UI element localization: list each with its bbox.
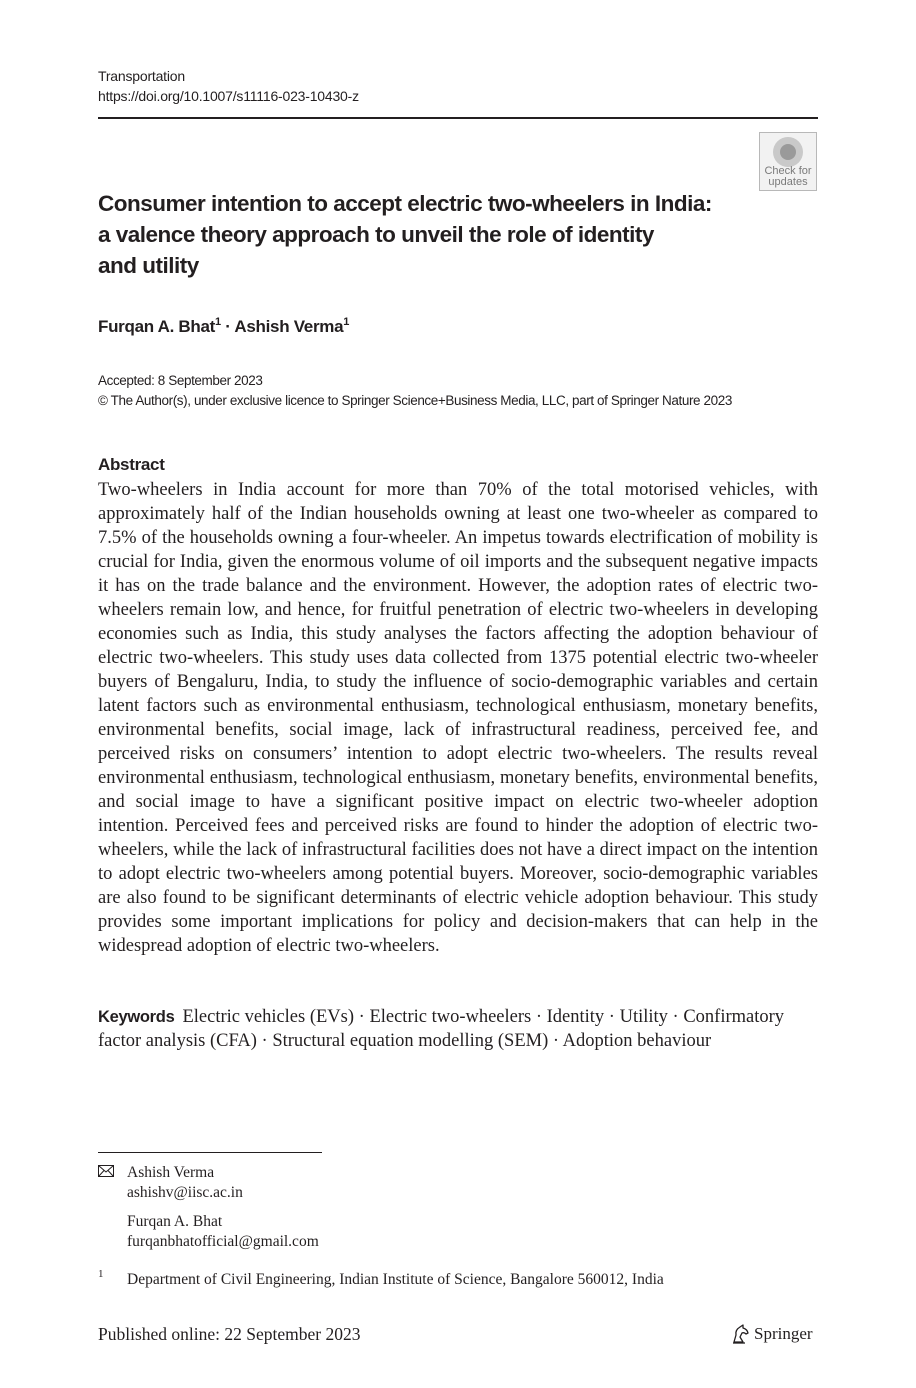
keywords-block: [98, 1005, 798, 1053]
author-name[interactable]: Furqan A. Bhat: [98, 317, 215, 336]
author-affiliation-mark: 1: [215, 316, 221, 328]
published-date: Published online: 22 September 2023: [98, 1324, 361, 1344]
journal-name: Transportation: [98, 68, 185, 84]
accepted-date: Accepted: 8 September 2023: [98, 373, 263, 388]
doi-link[interactable]: https://doi.org/10.1007/s11116-023-10430-z: [98, 88, 359, 104]
contact-corresponding: [127, 1163, 243, 1203]
paper-title: [98, 188, 758, 281]
abstract-heading: Abstract: [98, 455, 165, 474]
crossmark-label: Check for updates: [764, 165, 812, 188]
title-line-1: Consumer intention to accept electric two-wheelers in India:: [98, 191, 712, 216]
title-line-2: a valence theory approach to unveil the role of identity: [98, 222, 654, 247]
contact-coauthor: [127, 1212, 319, 1252]
contact-name: Furqan A. Bhat: [127, 1213, 223, 1230]
header-rule: [98, 117, 818, 119]
footnote-rule: [98, 1152, 322, 1153]
contact-email[interactable]: ashishv@iisc.ac.in: [127, 1184, 243, 1201]
contact-email[interactable]: furqanbhatofficial@gmail.com: [127, 1233, 319, 1250]
crossmark-icon: [773, 137, 803, 167]
publisher-logo[interactable]: [731, 1322, 813, 1346]
affiliation-number: 1: [98, 1268, 104, 1280]
contact-name: Ashish Verma: [127, 1164, 215, 1181]
author-name[interactable]: Ashish Verma: [234, 317, 344, 336]
abstract-text: Two-wheelers in India account for more than 70% of the total motorised vehicles, with approximately half of the Indian households owning at least one two-wheeler as compared to 7.5% of the households owning a four-wheeler. An impetus towards electrification of mobility is crucial for India, given the enormous volume of oil imports and the subsequent negative impacts it has on the trade balance and the environment. However, the adoption rates of electric two-wheelers remain low, and hence, for fruitful penetration of electric two-wheelers in developing economies such as India, this study analyses the factors affecting the adoption behaviour of electric two-wheelers. This study uses data collected from 1375 potential electric two-wheeler buyers of Bengaluru, India, to study the influence of socio-demographic variables and certain latent factors such as environmental enthusiasm, technological enthusiasm, monetary benefits, environmental benefits, social image, lack of infrastructural readiness, perceived fee, and perceived risks on consumers’ intention to adopt electric two-wheelers. The results reveal environmental enthusiasm, technological enthusiasm, monetary benefits, environmental benefits, and social image to have a significant positive impact on electric two-wheeler adoption intention. Perceived fees and perceived risks are found to hinder the adoption of electric two-wheelers, while the lack of infrastructural facilities does not have a direct impact on the intention to adopt electric two-wheelers among potential buyers. Moreover, socio-demographic variables are also found to be significant determinants of electric vehicle adoption behaviour. This study provides some important implications for policy and decision-makers that can help in the widespread adoption of electric two-wheelers.: [98, 480, 818, 956]
title-line-3: and utility: [98, 253, 199, 278]
springer-horse-icon: [731, 1324, 750, 1344]
publisher-name: Springer: [754, 1324, 813, 1343]
journal-header: [98, 66, 359, 106]
affiliation-text: Department of Civil Engineering, Indian Institute of Science, Bangalore 560012, India: [127, 1271, 664, 1288]
author-separator: ·: [220, 317, 235, 336]
copyright-notice: © The Author(s), under exclusive licence to Springer Science+Business Media, LLC, part of Springer Nature 2023: [98, 393, 732, 408]
envelope-icon: [98, 1165, 114, 1177]
article-meta: [98, 371, 818, 411]
check-for-updates-badge[interactable]: [759, 132, 817, 191]
keywords-text: Electric vehicles (EVs) · Electric two-wheelers · Identity · Utility · Confirmatory factor analysis (CFA) · Structural equation modelling (SEM) · Adoption behaviour: [98, 1007, 785, 1051]
author-affiliation-mark: 1: [343, 316, 350, 328]
author-list: [98, 314, 349, 340]
keywords-label: Keywords: [98, 1008, 175, 1026]
